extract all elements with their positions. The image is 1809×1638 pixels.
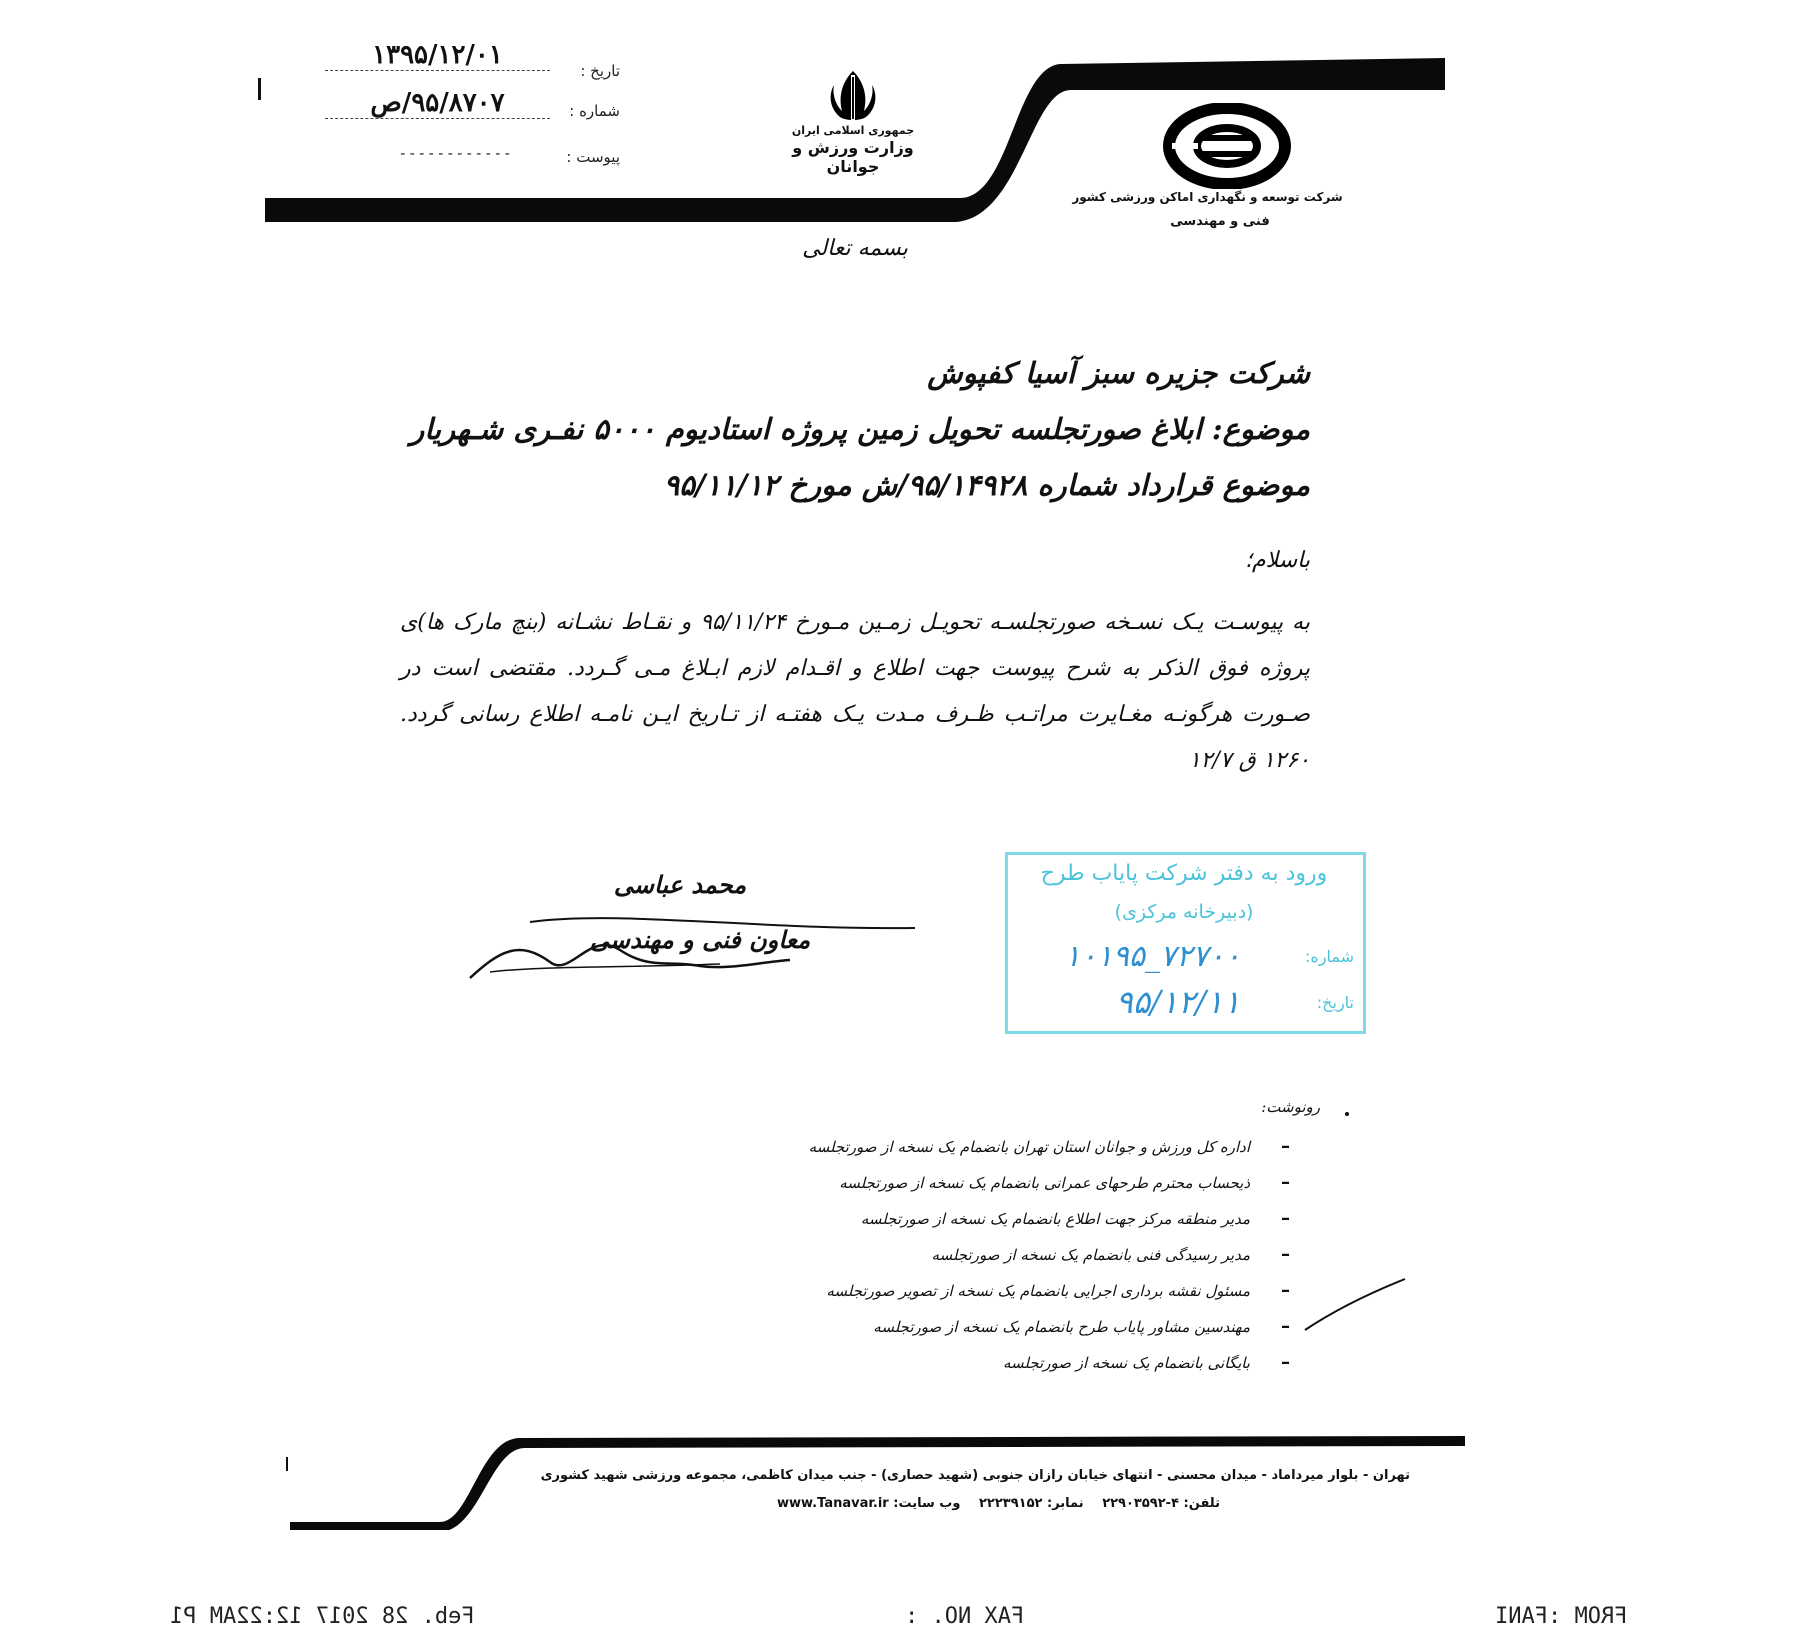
stamp-number-value: ۱۰۱۹۵_۷۲۷۰۰ [1064,939,1241,974]
cc-bullet [1345,1112,1349,1116]
attachment-value: - - - - - - - - - - - - [400,146,510,162]
letterhead [0,0,1809,280]
cc-dash: – [1281,1208,1290,1229]
phone-label: تلفن: [1183,1496,1220,1511]
footer-mark [286,1457,288,1471]
contract-line: موضوع قرارداد شماره ۹۵/۱۴۹۲۸/ش مورخ ۹۵/۱۱/۱۲ [663,468,1310,502]
cc-item-text: بایگانی بانضمام یک نسخه از صورتجلسه [1002,1354,1250,1372]
stamp-title: ورود به دفتر شرکت پایاب طرح [1040,861,1328,886]
cc-item-text: مسئول نقشه برداری اجرایی بانضمام یک نسخه از تصویر صورتجلسه [826,1282,1250,1300]
cc-dash: – [1281,1280,1290,1301]
body-paragraph: به پیوسـت یـک نسـخه صورتجلسـه تحویـل زمـین مـورخ ۹۵/۱۱/۲۴ و نقـاط نشـانه (بنچ مارک ها)ی پروژه فوق الذکر به شرح پیوست جهت اطلاع و اقـدام لازم ابـلاغ مـی گـردد. مقتضی است در صـورت هرگونـه مغـایرت مراتـب ظـرف مـدت یـک هفتـه از تـاریخ ایـن نامـه اطلاع رسانی گردد. ۱۲۶۰ ق ۱۲/۷ [400,610,1310,773]
iran-emblem-icon [818,65,888,129]
fax-header [0,1600,1809,1638]
website-link[interactable]: www.Tanavar.ir [776,1496,889,1511]
cc-dash: – [1281,1136,1290,1157]
cc-item-text: مهندسین مشاور پایاب طرح بانضمام یک نسخه از صورتجلسه [873,1318,1250,1336]
cc-item [700,1242,1290,1278]
stamp-number-label: شماره: [1304,947,1354,966]
cc-item [700,1314,1290,1350]
stamp-subtitle: (دبیرخانه مرکزی) [1114,901,1254,923]
cc-item [700,1170,1290,1206]
footer-address: تهران - بلوار میرداماد - میدان محسنی - انتهای خیابان رازان جنوبی (شهید حصاری) - جنب میدان کاظمی، مجموعه ورزشی شهید کشوری [540,1468,1410,1483]
footer-contact [620,1496,1220,1511]
cc-item-text: ذیحساب محترم طرحهای عمرانی بانضمام یک نسخه از صورتجلسه [839,1174,1250,1192]
cc-heading: رونوشت: [1261,1098,1320,1116]
fax-from: FROM :FANI [1495,1604,1628,1629]
number-value: ۹۵/۸۷۰۷/ص [325,88,550,119]
cc-item [700,1350,1290,1386]
fax-number: ۲۲۲۳۹۱۵۲ [978,1496,1043,1511]
website-label: وب سایت: [893,1496,961,1511]
phone-number: ۴-۲۲۹۰۳۵۹۲ [1102,1496,1180,1511]
cc-dash: – [1281,1172,1290,1193]
cc-item-text: اداره کل ورزش و جوانان استان تهران بانضمام یک نسخه از صورتجلسه [808,1138,1250,1156]
cc-item-text: مدیر منطقه مرکز جهت اطلاع بانضمام یک نسخه از صورتجلسه [860,1210,1250,1228]
cc-item [700,1278,1290,1314]
cc-item [700,1206,1290,1242]
cc-dash: – [1281,1244,1290,1265]
fax-label: نمابر: [1047,1496,1084,1511]
emblem-caption: جمهوری اسلامی ایران [791,124,915,137]
bismillah: بسمه تعالی [802,236,908,261]
fax-number-header: FAX NO. : [905,1604,1025,1629]
footer [0,1430,1809,1530]
subject-line: موضوع: ابلاغ صورتجلسه تحویل زمین پروژه استادیوم ۵۰۰۰ نفـری شـهریار [410,412,1310,446]
margin-mark [258,78,261,100]
date-value: ۱۳۹۵/۱۲/۰۱ [325,40,550,71]
received-stamp [1005,852,1366,1034]
cc-list [700,1134,1290,1386]
cc-item [700,1134,1290,1170]
cc-dash: – [1281,1316,1290,1337]
signatory-title: معاون فنی و مهندسی [589,925,811,954]
department-name: فنی و مهندسی [1170,214,1270,229]
initial-stroke [1300,1275,1410,1335]
fax-timestamp: Feb. 28 2017 12:22AM P1 [170,1604,475,1629]
company-name: شرکت توسعه و نگهداری اماکن ورزشی کشور [1072,190,1343,204]
greeting: باسلام؛ [1244,548,1310,573]
date-label: تاریخ : [580,62,620,80]
number-label: شماره : [569,102,620,120]
ministry-name: وزارت ورزش و جوانان [792,138,914,176]
cc-item-text: مدیر رسیدگی فنی بانضمام یک نسخه از صورتجلسه [931,1246,1250,1264]
stamp-date-label: تاریخ: [1316,993,1354,1012]
signature-block [460,870,920,990]
company-logo-icon [1162,103,1292,189]
cc-dash: – [1281,1352,1290,1373]
signatory-name: محمد عباسی [613,870,747,899]
attachment-label: پیوست : [566,148,620,166]
stamp-date-value: ۹۵/۱۲/۱۱ [1115,983,1241,1021]
recipient: شرکت جزیره سبز آسیا کفپوش [927,356,1310,390]
